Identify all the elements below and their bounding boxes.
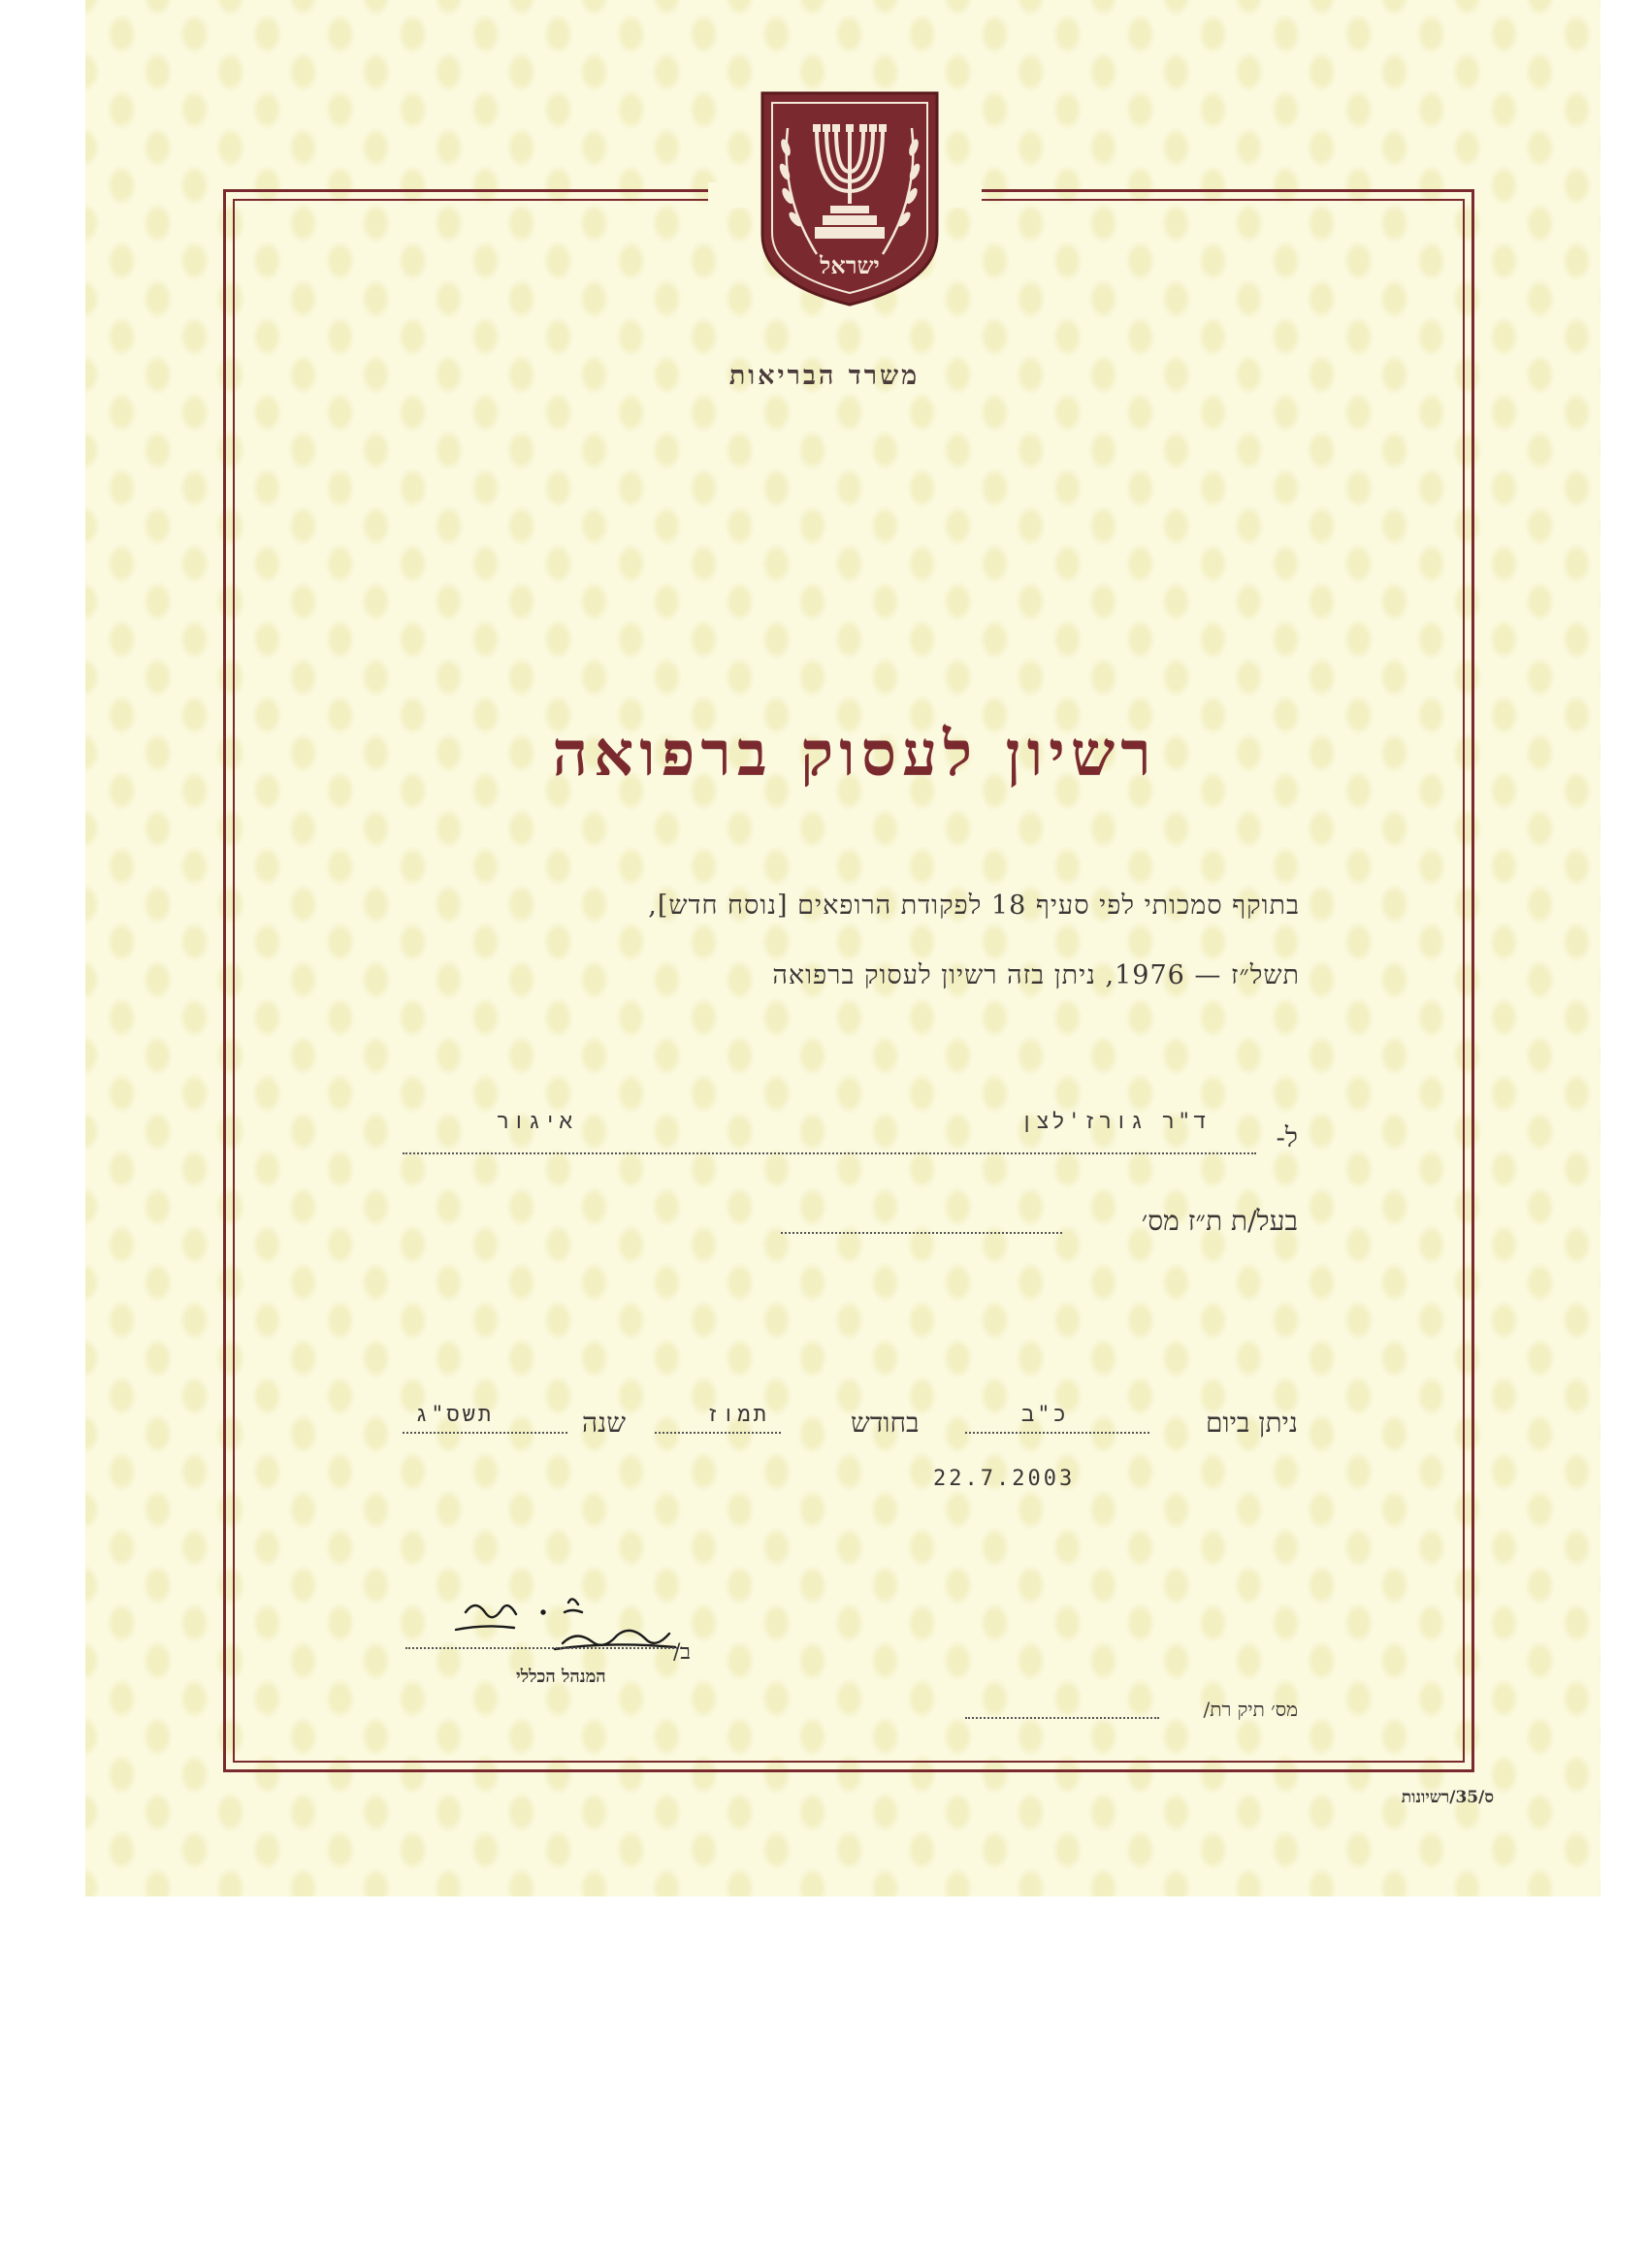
body-line-2: תשל״ז — 1976, ניתן בזה רשיון לעסוק ברפואה bbox=[772, 960, 1300, 990]
issued-gregorian-date: 22.7.2003 bbox=[933, 1467, 1076, 1491]
id-number-line bbox=[781, 1232, 1062, 1234]
signature-prefix: ב/ bbox=[673, 1640, 692, 1665]
recipient-line bbox=[403, 1152, 1256, 1154]
ministry-name: משרד הבריאות bbox=[728, 361, 921, 391]
issued-day: כ"ב bbox=[1021, 1403, 1069, 1427]
issued-day-line bbox=[965, 1432, 1149, 1434]
issued-month-label: בחודש bbox=[851, 1407, 920, 1439]
form-code: ס/35/רשיונות bbox=[1401, 1788, 1494, 1807]
recipient-firstname: איגור bbox=[497, 1110, 576, 1134]
file-number-line bbox=[965, 1717, 1159, 1719]
issued-year: תשס"ג bbox=[415, 1403, 495, 1427]
body-line-1: בתוקף סמכותי לפי סעיף 18 לפקודת הרופאים [נוסח חדש], bbox=[648, 891, 1300, 921]
recipient-prefix: ל- bbox=[1276, 1121, 1298, 1153]
menorah-emblem-icon bbox=[759, 89, 941, 308]
signature-role: המנהל הכללי bbox=[516, 1667, 606, 1687]
issued-day-label: ניתן ביום bbox=[1205, 1407, 1298, 1439]
emblem-caption: ישראל bbox=[820, 251, 880, 279]
issued-month-line bbox=[655, 1432, 781, 1434]
issued-month: תמוז bbox=[706, 1403, 769, 1427]
issued-year-label: שנה bbox=[582, 1407, 627, 1439]
certificate-title: רשיון לעסוק ברפואה bbox=[552, 718, 1157, 791]
signature-line bbox=[405, 1647, 689, 1649]
file-number-label: מס׳ תיק רת/ bbox=[1203, 1698, 1298, 1721]
id-number-label: בעל/ת ת״ז מס׳ bbox=[1141, 1205, 1298, 1237]
recipient-surname: ד"ר גורז'לצן bbox=[1020, 1110, 1210, 1134]
issued-year-line bbox=[403, 1432, 567, 1434]
